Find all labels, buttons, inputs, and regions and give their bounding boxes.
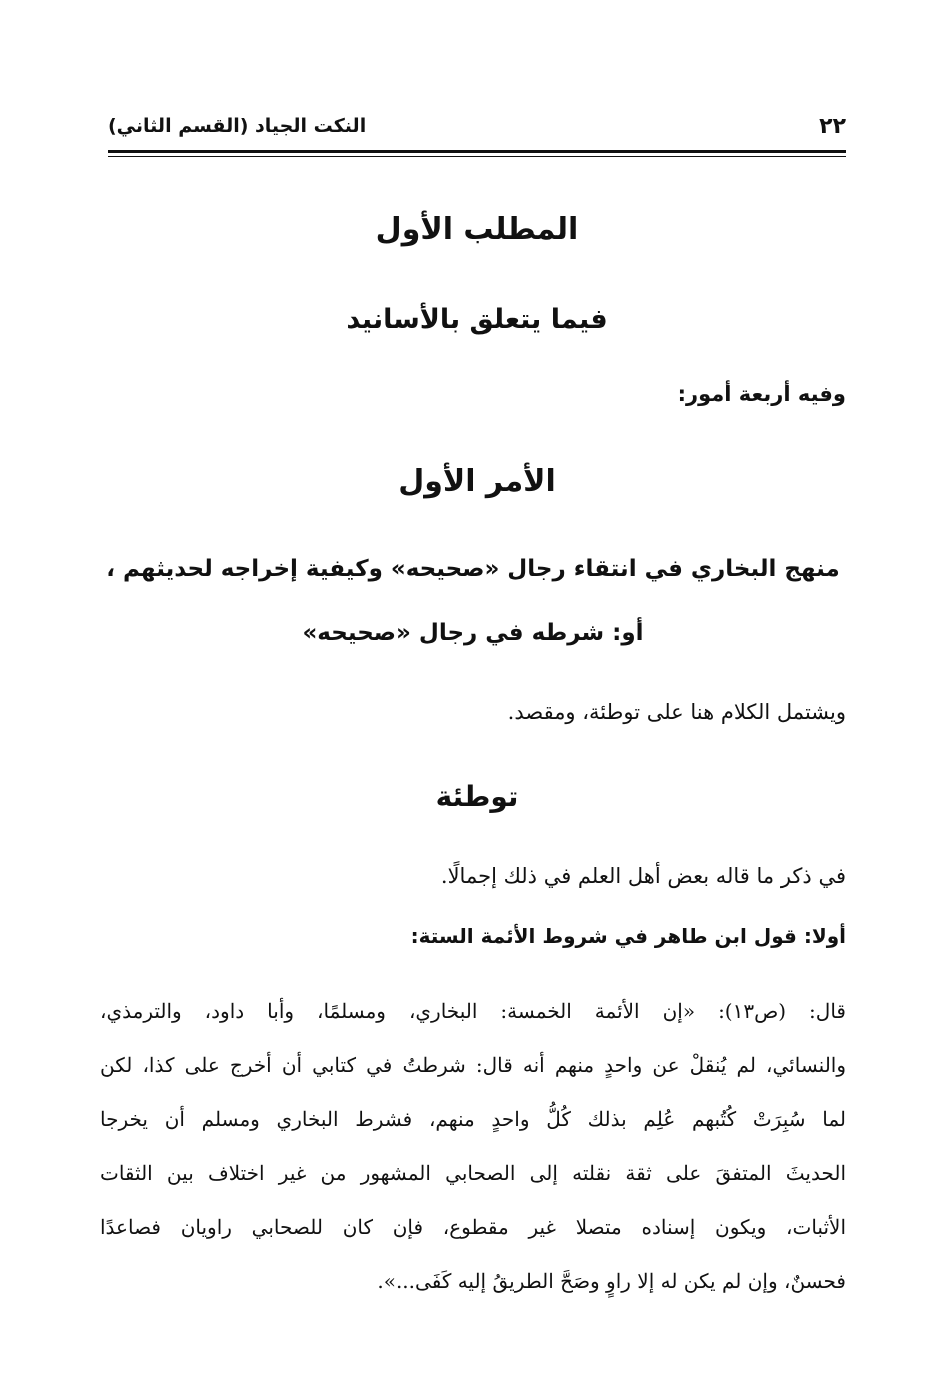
quote-line: قال: (ص١٣): «إن الأئمة الخمسة: البخاري، ومسلمًا، وأبا داود، والترمذي، <box>100 999 846 1023</box>
matter-title: الأمر الأول <box>398 464 556 499</box>
section-title: المطلب الأول <box>375 212 579 247</box>
topic-line-1: منهج البخاري في انتقاء رجال «صحيحه» وكيفية إخراجه لحديثهم ، <box>106 556 840 582</box>
quote-line: فحسنٌ، وإن لم يكن له إلا راوٍ وصَحَّ الطريقُ إليه كَفَى...». <box>377 1269 846 1293</box>
header-rule-thin <box>108 156 846 157</box>
section-intro: وفيه أربعة أمور: <box>677 382 846 406</box>
tawtia-title: توطئة <box>435 780 519 813</box>
quote-line: الحديثَ المتفقَ على ثقة نقلته إلى الصحابي المشهور من غير اختلاف بين الثقات <box>100 1161 846 1185</box>
section-subtitle: فيما يتعلق بالأسانيد <box>346 304 608 335</box>
quote-line: لما سُبِرَتْ كُتُبهم عُلِم بذلك كُلُّ واحدٍ منهم، فشرط البخاري ومسلم أن يخرجا <box>100 1107 846 1131</box>
page-number: ٢٢ <box>819 113 846 139</box>
topic-line-2: أو: شرطه في رجال «صحيحه» <box>302 620 644 646</box>
running-header <box>108 108 846 144</box>
header-rule-thick <box>108 150 846 153</box>
running-title: النكت الجياد (القسم الثاني) <box>108 115 367 137</box>
tawtia-intro: في ذكر ما قاله بعض أهل العلم في ذلك إجمالًا. <box>440 864 846 888</box>
quote-line: والنسائي، لم يُنقلْ عن واحدٍ منهم أنه قال: شرطتُ في كتابي أن أخرج على كذا، لكن <box>100 1053 847 1077</box>
scope-text: ويشتمل الكلام هنا على توطئة، ومقصد. <box>507 700 846 724</box>
quote-paragraph <box>100 984 846 1308</box>
quote-line: الأثبات، ويكون إسناده متصلا غير مقطوع، فإن كان للصحابي راويان فصاعدًا <box>100 1215 846 1239</box>
first-heading: أولا: قول ابن طاهر في شروط الأئمة الستة: <box>410 924 846 948</box>
